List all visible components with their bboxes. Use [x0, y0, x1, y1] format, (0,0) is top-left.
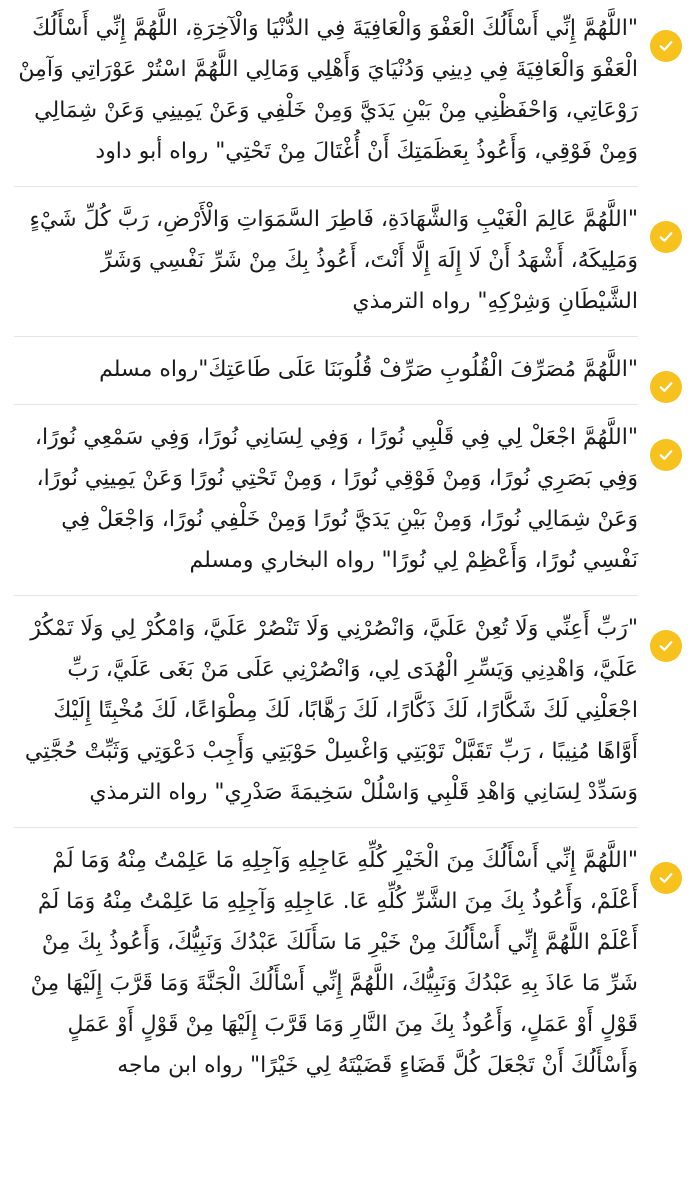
list-item: [14, 608, 638, 828]
list-item: [14, 417, 638, 596]
dua-text: "رَبِّ أَعِنِّي وَلَا تُعِنْ عَلَيَّ، وَانْصُرْنِي وَلَا تَنْصُرْ عَلَيَّ، وَامْكُرْ لِي وَلَا تَمْكُرْ عَلَيَّ، وَاهْدِنِي وَيَسِّرِ الْهُدَى لِي، وَانْصُرْنِي عَلَى مَنْ بَغَى عَلَيَّ، رَبِّ اجْعَلْنِي لَكَ شَكَّارًا، لَكَ ذَكَّارًا، لَكَ رَهَّابًا، لَكَ مِطْوَاعًا، لَكَ مُخْبِتًا إِلَيْكَ أَوَّاهًا مُنِيبًا ، رَبِّ تَقَبَّلْ تَوْبَتِي وَاغْسِلْ حَوْبَتِي وَأَجِبْ دَعْوَتِي وَثَبِّتْ حُجَّتِي وَسَدِّدْ لِسَانِي وَاهْدِ قَلْبِي وَاسْلُلْ سَخِيمَةَ صَدْرِي" رواه الترمذي: [24, 616, 638, 805]
dua-text: "اللَّهُمَّ عَالِمَ الْغَيْبِ وَالشَّهَادَةِ، فَاطِرَ السَّمَوَاتِ وَالْأَرْضِ، رَبَّ كُلِّ شَيْءٍ وَمَلِيكَهُ، أَشْهَدُ أَنْ لَا إِلَهَ إِلَّا أَنْتَ، أَعُوذُ بِكَ مِنْ شَرِّ نَفْسِي وَشَرِّ الشَّيْطَانِ وَشِرْكِهِ" رواه الترمذي: [29, 207, 638, 314]
check-circle-icon: [650, 862, 682, 894]
list-item: [14, 349, 638, 405]
check-circle-icon: [650, 221, 682, 253]
check-circle-icon: [650, 439, 682, 471]
check-circle-icon: [650, 30, 682, 62]
dua-text: "اللَّهُمَّ اجْعَلْ لِي فِي قَلْبِي نُورًا ، وَفِي لِسَانِي نُورًا، وَفِي سَمْعِي نُورًا، وَفِي بَصَرِي نُورًا، وَمِنْ فَوْقِي نُورًا ، وَمِنْ تَحْتِي نُورًا وَعَنْ يَمِينِي نُورًا، وَعَنْ شِمَالِي نُورًا، وَمِنْ بَيْنِ يَدَيَّ نُورًا وَمِنْ خَلْفِي نُورًا، وَاجْعَلْ فِي نَفْسِي نُورًا، وَأَعْظِمْ لِي نُورًا" رواه البخاري ومسلم: [34, 425, 638, 573]
dua-text: "اللَّهُمَّ إِنِّي أَسْأَلُكَ الْعَفْوَ وَالْعَافِيَةَ فِي الدُّنْيَا وَالْآخِرَةِ، اللَّهُمَّ إِنِّي أَسْأَلُكَ الْعَفْوَ وَالْعَافِيَةَ فِي دِينِي وَدُنْيَايَ وَأَهْلِي وَمَالِي اللَّهُمَّ اسْتُرْ عَوْرَاتِي وَآمِنْ رَوْعَاتِي، وَاحْفَظْنِي مِنْ بَيْنِ يَدَيَّ وَمِنْ خَلْفِي وَعَنْ يَمِينِي وَعَنْ شِمَالِي وَمِنْ فَوْقِي، وَأَعُوذُ بِعَظَمَتِكَ أَنْ أُغْتَالَ مِنْ تَحْتِي" رواه أبو داود: [18, 16, 638, 164]
check-circle-icon: [650, 630, 682, 662]
list-item: [14, 8, 638, 187]
check-circle-icon: [650, 371, 682, 403]
list-item: [14, 199, 638, 337]
list-item: [14, 840, 638, 1100]
dua-text: "اللَّهُمَّ مُصَرِّفَ الْقُلُوبِ صَرِّفْ قُلُوبَنَا عَلَى طَاعَتِكَ"رواه مسلم: [99, 357, 638, 382]
dua-text: "اللَّهُمَّ إِنِّي أَسْأَلُكَ مِنَ الْخَيْرِ كُلِّهِ عَاجِلِهِ وَآجِلِهِ مَا عَلِمْتُ مِنْهُ وَمَا لَمْ أَعْلَمْ، وَأَعُوذُ بِكَ مِنَ الشَّرِّ كُلِّهِ عَا. عَاجِلِهِ وَآجِلِهِ مَا عَلِمْتُ مِنْهُ وَمَا لَمْ أَعْلَمْ اللَّهُمَّ إِنِّي أَسْأَلُكَ مِنْ خَيْرِ مَا سَأَلَكَ عَبْدُكَ وَنَبِيُّكَ، وَأَعُوذُ بِكَ مِنْ شَرِّ مَا عَاذَ بِهِ عَبْدُكَ وَنَبِيُّكَ، اللَّهُمَّ إِنِّي أَسْأَلُكَ الْجَنَّةَ وَمَا قَرَّبَ إِلَيْهَا مِنْ قَوْلٍ أَوْ عَمَلٍ، وَأَعُوذُ بِكَ مِنَ النَّارِ وَمَا قَرَّبَ إِلَيْهَا مِنْ قَوْلٍ أَوْ عَمَلٍ وَأَسْأَلُكَ أَنْ تَجْعَلَ كُلَّ قَضَاءٍ قَضَيْتَهُ لِي خَيْرًا" رواه ابن ماجه: [30, 848, 638, 1078]
